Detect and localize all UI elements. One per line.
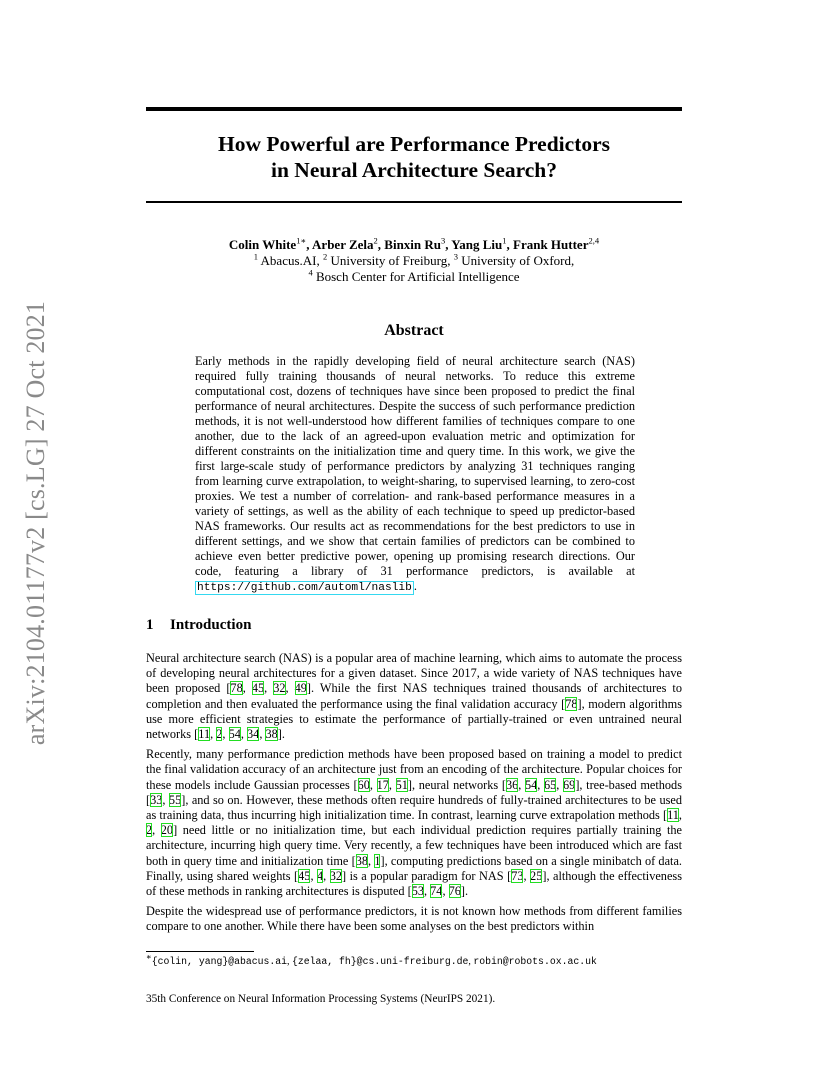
citation-link[interactable]: 4 [317,868,324,883]
abstract-body: Early methods in the rapidly developing field of neural architecture search (NAS) required fully training thousands of neural networks. To reduce this extreme computational cost, dozens of techniques have since been proposed to predict the final performance of neural architectures. Despite the success of such performance prediction methods, it is not well-understood how different families of techniques compare to one another, due to the lack of an agreed-upon evaluation metric and optimization for different constraints on the initialization time and query time. In this work, we give the first large-scale study of performance predictors by analyzing 31 techniques ranging from learning curve extrapolation, to weight-sharing, to supervised learning, to zero-cost proxies. We test a number of correlation- and rank-based performance measures in a variety of settings, as well as the ability of each technique to speed up predictor-based NAS frameworks. Our results act as recommendations for the best predictors to use in different settings, and we show that certain families of predictors can be combined to achieve even better predictive power, opening up promising research directions. Our code, featuring a library of 31 performance predictors, is available at https://github.com/automl/naslib . [195,354,635,594]
conference-note: 35th Conference on Neural Information Processing Systems (NeurIPS 2021). [146,993,496,1005]
citation-link[interactable]: 36 [505,777,519,792]
citation-link[interactable]: 32 [329,868,343,883]
affiliations-line-2: $^4$ Bosch Center for Artificial Intelligence [308,267,520,284]
citation-link[interactable]: 45 [251,681,265,696]
abstract-heading: Abstract [384,322,444,339]
paper-title [146,131,682,183]
code-url-link[interactable]: https://github.com/automl/naslib [197,582,412,594]
author-4: Yang Liu [451,237,503,252]
citation-link[interactable]: 53 [411,884,424,899]
author-3: Binxin Ru [384,237,442,252]
author-1: Colin White [228,237,297,252]
citation-link[interactable]: 2 [146,823,153,838]
email-1[interactable]: {colin, yang}@abacus.ai [151,956,288,967]
abstract-text: Early methods in the rapidly developing field of neural architecture search (NAS) required fully training thousands of neural networks. To reduce this extreme computational cost, dozens of techniques have since been proposed to predict the final performance of neural architectures. Despite the success of such performance prediction methods, it is not well-understood how different families of techniques compare to one another, due to the lack of an agreed-upon evaluation metric and optimization for different constraints on the initialization time and query time. In this work, we give the first large-scale study of performance predictors by analyzing 31 techniques ranging from learning curve extrapolation, to weight-sharing, to supervised learning, to zero-cost proxies. We test a number of correlation- and rank-based performance measures in a variety of settings, as well as the ability of each technique to speed up predictor-based NAS frameworks. Our results act as recommendations for the best predictors to use in different settings, and we show that certain families of predictors can be combined to achieve even better predictive power, opening up promising research directions. Our code, featuring a library of 31 performance predictors, is available at [195,354,635,578]
title-bottom-rule [146,201,682,203]
citation-link[interactable]: 60 [357,777,370,792]
title-line-2: in Neural Architecture Search? [270,158,558,182]
citation-link[interactable]: 1 [374,853,381,868]
intro-paragraph-3: Despite the widespread use of performance predictors, it is not known how methods from different families compare to one another. While there have been some analyses on the best predictors within [146,904,682,934]
footnote-emails: ∗{colin, yang}@abacus.ai, {zelaa, fh}@cs.uni-freiburg.de, robin@robots.ox.ac.uk [146,951,597,967]
author-names: Colin White$^{1∗}$, Arber Zela$^2$, Binxin Ru$^3$, Yang Liu$^1$, Frank Hutter$^{2,4}$ [228,235,600,252]
title-line-1: How Powerful are Performance Predictors [217,132,611,156]
intro-paragraph-2: Recently, many performance prediction methods have been proposed based on training a model to predict the final validation accuracy of an architecture just from an encoding of the architecture. Popular choices for these models include Gaussian processes [60, 17, 51], neural networks [36, 54, 65, 69], tree-based methods [33, 55], and so on. However, these methods often require hundreds of fully-trained architectures to be used as training data, thus incurring high initialization time. In contrast, learning curve extrapolation methods [11, 2, 20] need little or no initialization time, but each individual prediction requires partially training the architecture, incurring high query time. Very recently, a few techniques have been introduced which are fast both in query time and initialization time [38, 1], computing predictions based on a single minibatch of data. Finally, using shared weights [45, 4, 32] is a popular paradigm for NAS [73, 25], although the effectiveness of these methods in ranking architectures is disputed [53, 74, 76]. [146,747,682,899]
citation-link[interactable]: 11 [198,727,211,742]
citation-link[interactable]: 76 [448,884,461,899]
introduction-body [146,651,682,940]
citation-link[interactable]: 34 [247,727,260,742]
author-2: Arber Zela [312,237,374,252]
citation-link[interactable]: 78 [230,681,243,696]
citation-link[interactable]: 17 [376,777,389,792]
citation-link[interactable]: 20 [160,823,174,838]
intro-paragraph-1: Neural architecture search (NAS) is a popular area of machine learning, which aims to automate the process of developing neural architectures for a given dataset. Since 2017, a wide variety of NAS techniques have been proposed [78, 45, 32, 49]. While the first NAS techniques trained thousands of architectures to completion and then evaluated the performance using the final validation accuracy [78], modern algorithms use more efficient strategies to estimate the performance of partially-trained or even untrained neural networks [11, 2, 54, 34, 38]. [146,651,682,742]
section-title: Introduction [170,617,252,633]
citation-link[interactable]: 32 [273,681,286,696]
citation-link[interactable]: 45 [298,868,311,883]
citation-link[interactable]: 38 [265,727,278,742]
affiliations-line-1: $^1$ Abacus.AI, $^2$ University of Freiburg, $^3$ University of Oxford, [253,251,575,268]
citation-link[interactable]: 73 [511,868,524,883]
citation-link[interactable]: 69 [563,777,576,792]
citation-link[interactable]: 25 [530,868,543,883]
citation-link[interactable]: 78 [565,696,578,711]
author-5: Frank Hutter [513,237,589,252]
arxiv-identifier: arXiv:2104.01177v2 [cs.LG] 27 Oct 2021 [21,300,50,746]
section-number: 1 [146,617,154,633]
citation-link[interactable]: 49 [294,681,307,696]
citation-link[interactable]: 33 [150,792,163,807]
citation-link[interactable]: 38 [355,853,368,868]
citation-link[interactable]: 2 [216,727,223,742]
section-heading-introduction [146,617,251,634]
email-2[interactable]: {zelaa, fh}@cs.uni-freiburg.de [292,956,469,967]
citation-link[interactable]: 54 [228,727,241,742]
citation-link[interactable]: 74 [430,884,443,899]
footnote-rule [146,951,254,952]
citation-link[interactable]: 55 [168,792,182,807]
email-3[interactable]: robin@robots.ox.ac.uk [473,956,597,967]
citation-link[interactable]: 11 [667,808,679,823]
citation-link[interactable]: 54 [524,777,538,792]
author-block [146,237,682,285]
citation-link[interactable]: 51 [395,777,408,792]
citation-link[interactable]: 65 [544,777,557,792]
title-top-rule [146,107,682,111]
